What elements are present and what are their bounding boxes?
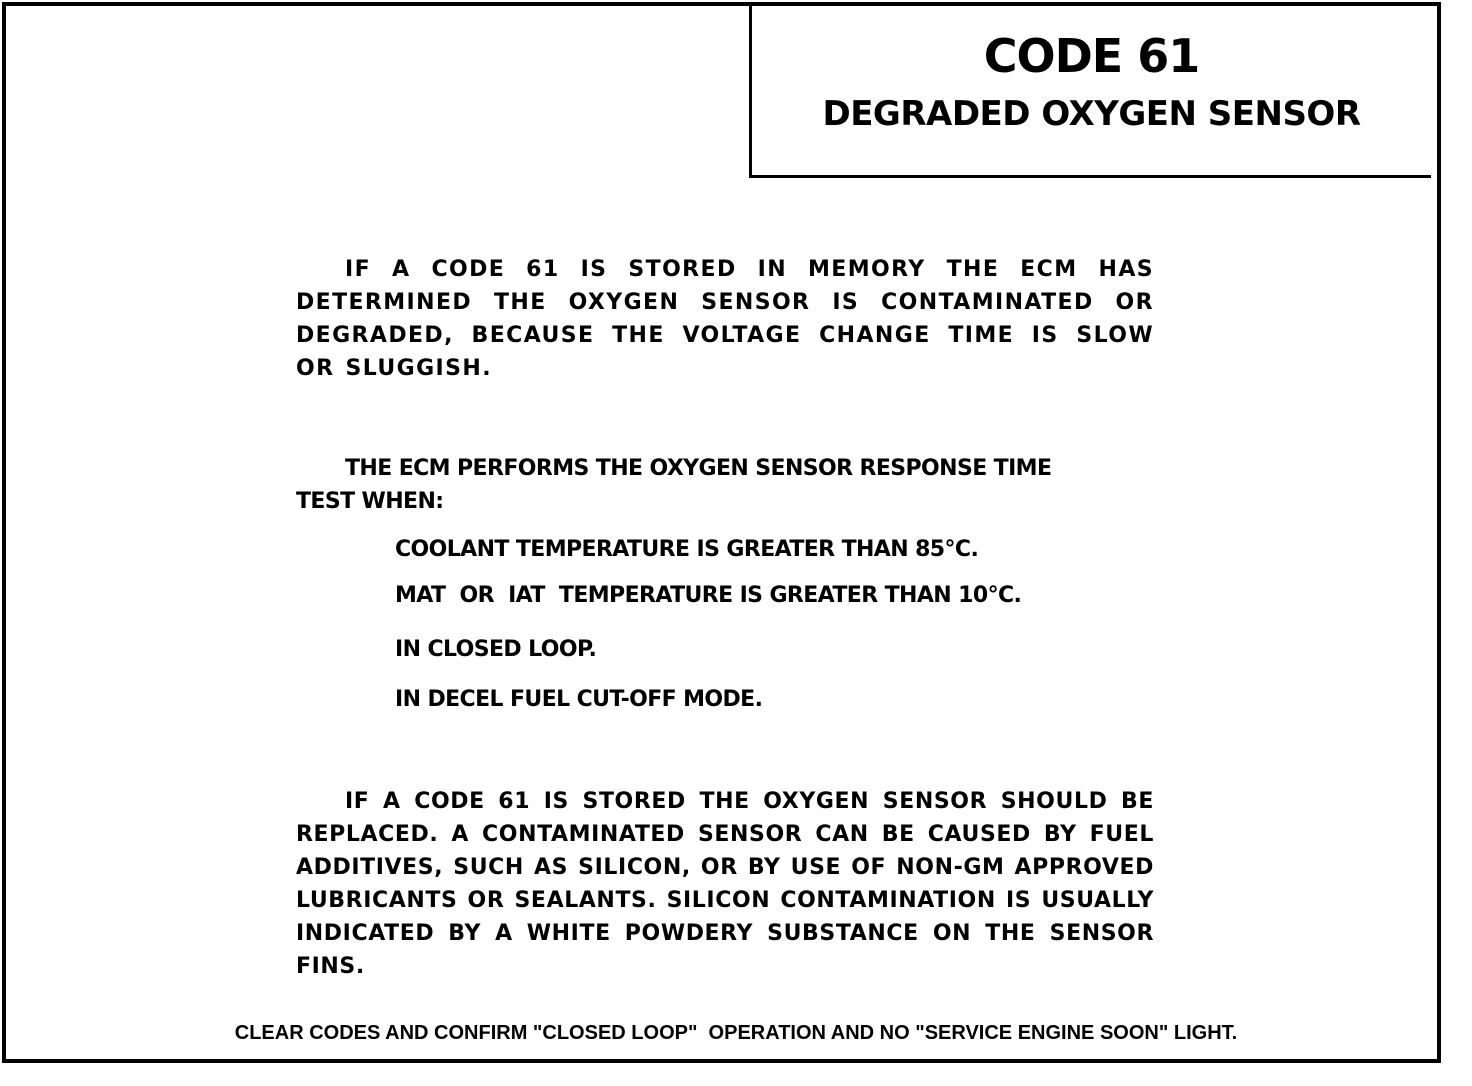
condition-mat-iat: MAT OR IAT TEMPERATURE IS GREATER THAN 10°C. [395, 583, 1022, 608]
replacement-paragraph: IF A CODE 61 IS STORED THE OXYGEN SENSOR SHOULD BE REPLACED. A CONTAMINATED SENSOR CAN BE CAUSED BY FUEL ADDITIVES, SUCH AS SILICON, OR BY USE OF NON-GM APPROVED LUBRICANTS OR SEALANTS. SILICON CONTAMINATION IS USUALLY INDICATED BY A WHITE POWDERY SUBSTANCE ON THE SENSOR FINS. [296, 789, 1154, 979]
condition-coolant: COOLANT TEMPERATURE IS GREATER THAN 85°C. [395, 537, 979, 562]
title-box [749, 4, 1431, 178]
test-conditions-intro: THE ECM PERFORMS THE OXYGEN SENSOR RESPONSE TIME TEST WHEN: [296, 456, 1052, 514]
intro-paragraph: IF A CODE 61 IS STORED IN MEMORY THE ECM HAS DETERMINED THE OXYGEN SENSOR IS CONTAMINATED OR DEGRADED, BECAUSE THE VOLTAGE CHANGE TIME IS SLOW OR SLUGGISH. [296, 257, 1154, 381]
code-number: CODE 61 [983, 29, 1200, 83]
code-title: DEGRADED OXYGEN SENSOR [822, 94, 1361, 134]
condition-decel: IN DECEL FUEL CUT-OFF MODE. [395, 687, 763, 712]
condition-closed-loop: IN CLOSED LOOP. [395, 637, 597, 662]
footer-instruction: CLEAR CODES AND CONFIRM "CLOSED LOOP" OPERATION AND NO "SERVICE ENGINE SOON" LIGHT. [234, 1022, 1238, 1044]
